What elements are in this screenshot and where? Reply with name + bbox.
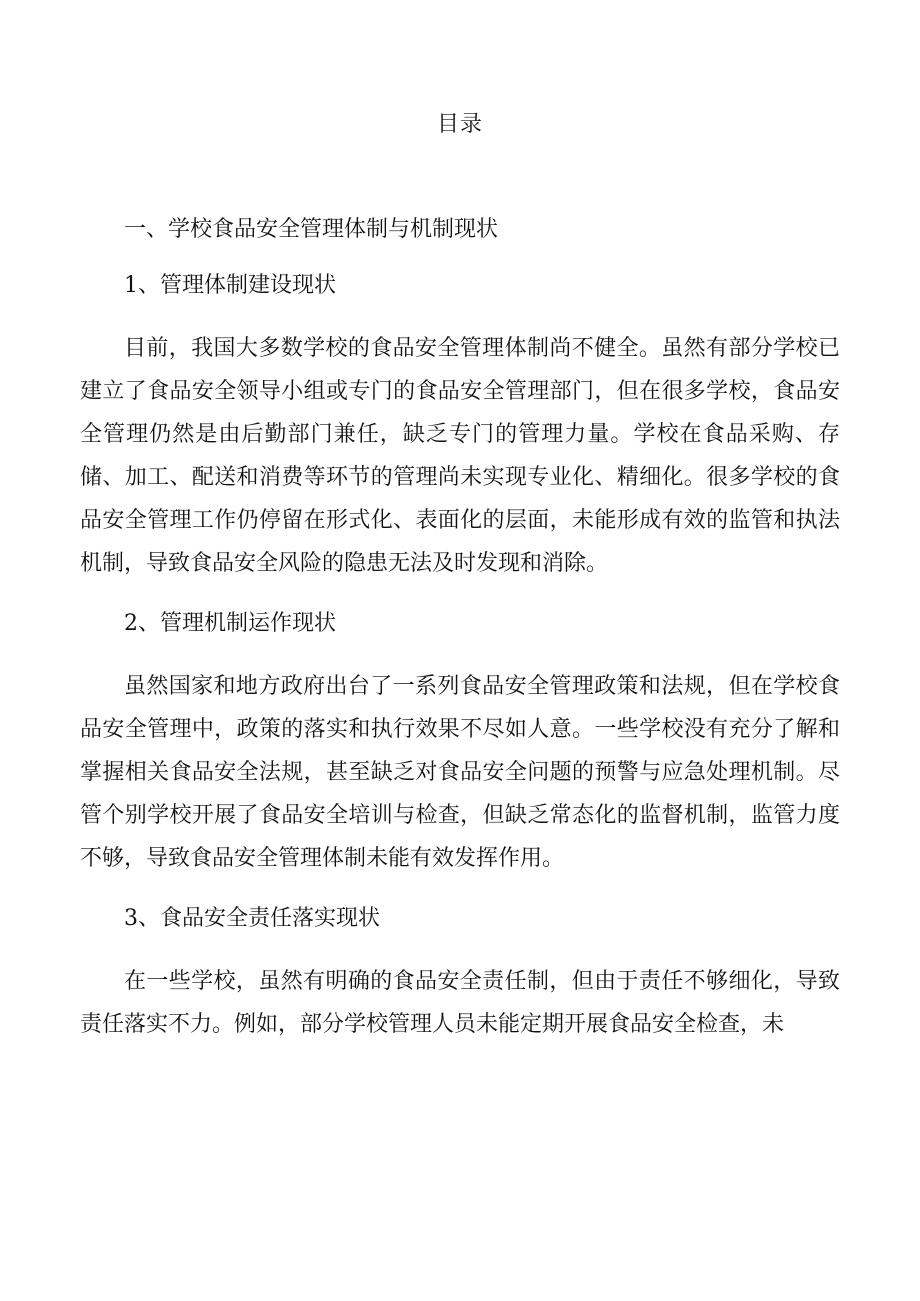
paragraph-3: 在一些学校，虽然有明确的食品安全责任制，但由于责任不够细化，导致责任落实不力。例如，部分学校管理人员未能定期开展食品安全检查，未	[80, 969, 840, 1037]
subsection-heading-1: 1、管理体制建设现状	[124, 273, 336, 298]
paragraph-2: 虽然国家和地方政府出台了一系列食品安全管理政策和法规，但在学校食品安全管理中，政策的落实和执行效果不尽如人意。一些学校没有充分了解和掌握相关食品安全法规，甚至缺乏对食品安全问题的预警与应急处理机制。尽管个别学校开展了食品安全培训与检查，但缺乏常态化的监督机制，监管力度不够，导致食品安全管理体制未能有效发挥作用。	[80, 674, 840, 871]
page-title: 目录	[436, 112, 483, 137]
subsection-heading-3: 3、食品安全责任落实现状	[124, 906, 380, 931]
paragraph-1: 目前，我国大多数学校的食品安全管理体制尚不健全。虽然有部分学校已建立了食品安全领导小组或专门的食品安全管理部门，但在很多学校，食品安全管理仍然是由后勤部门兼任，缺乏专门的管理力量。学校在食品采购、存储、加工、配送和消费等环节的管理尚未实现专业化、精细化。很多学校的食品安全管理工作仍停留在形式化、表面化的层面，未能形成有效的监管和执法机制，导致食品安全风险的隐患无法及时发现和消除。	[80, 336, 840, 576]
subsection-heading-2: 2、管理机制运作现状	[124, 611, 336, 636]
section-heading: 一、学校食品安全管理体制与机制现状	[124, 217, 499, 242]
document-body	[80, 215, 840, 1070]
